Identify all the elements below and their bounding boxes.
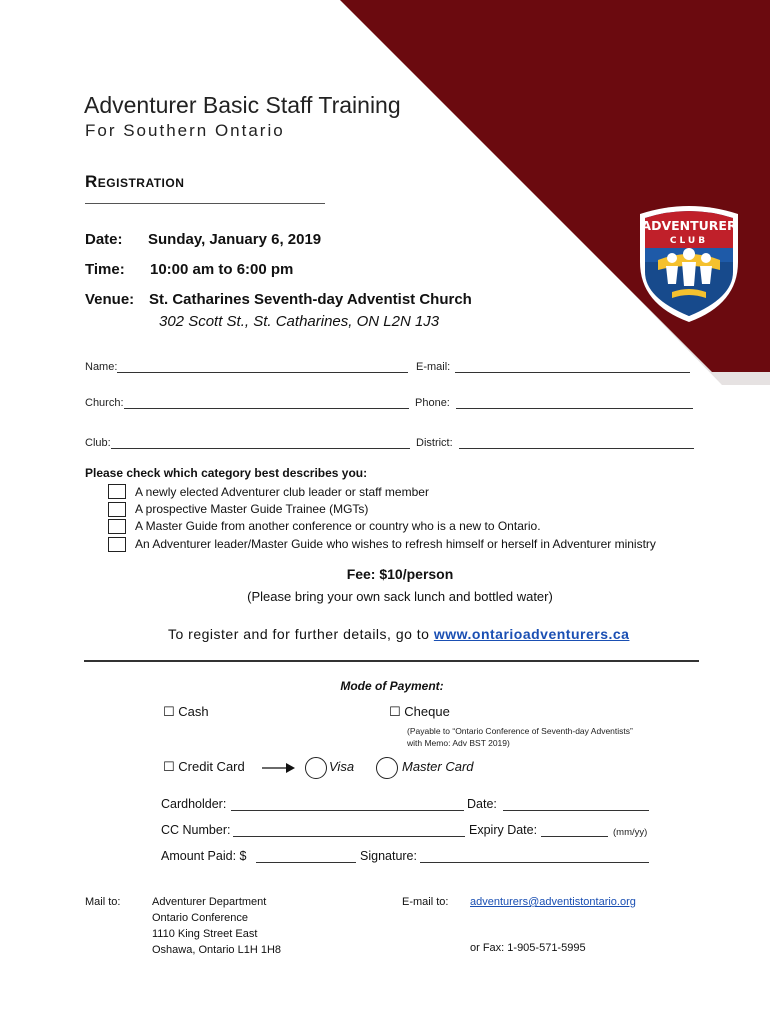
name-label: Name: [85,361,118,373]
club-field[interactable] [111,448,410,449]
cc-number-field[interactable] [233,836,465,837]
email-to-label: E-mail to: [402,896,449,908]
address-line: Ontario Conference [152,912,248,924]
document-title: Adventurer Basic Staff Training [84,92,401,118]
register-line [168,626,629,642]
cardholder-field[interactable] [231,810,464,811]
visa-radio[interactable] [305,757,327,779]
cheque-memo: with Memo: Adv BST 2019) [407,738,510,748]
phone-label: Phone: [415,397,450,409]
signature-field[interactable] [420,862,649,863]
signature-label: Signature: [360,849,417,863]
document-subtitle: For Southern Ontario [85,121,285,140]
club-label: Club: [85,437,111,449]
website-link[interactable]: www.ontarioadventurers.ca [433,626,630,642]
payment-date-field[interactable] [503,810,649,811]
mail-address [152,894,281,958]
category-option: An Adventurer leader/Master Guide who wishes to refresh himself or herself in Adventurer ministry [135,537,656,551]
email-field[interactable] [455,372,690,373]
logo-text-top: ADVENTURER [641,218,737,233]
category-checkbox[interactable] [108,519,126,534]
adventurer-club-logo [632,200,746,324]
mail-label: Mail to: [85,896,121,908]
category-heading: Please check which category best describes you: [85,466,368,480]
email-label: E-mail: [416,361,451,373]
address-line: Adventurer Department [152,896,267,908]
cheque-note: (Payable to “Ontario Conference of Seventh-day Adventists” [407,726,633,736]
church-field[interactable] [124,408,409,409]
logo-text-bottom: CLUB [669,236,709,246]
section-heading: Registration [85,172,185,191]
category-checkbox[interactable] [108,502,126,517]
date-field-label: Date: [467,797,497,811]
section-divider [84,660,699,662]
district-field[interactable] [459,448,694,449]
register-text: To register and for further details, go to [168,626,434,642]
mastercard-radio[interactable] [376,757,398,779]
church-label: Church: [85,397,124,409]
fax-number: or Fax: 1-905-571-5995 [470,942,586,954]
credit-card-option[interactable]: ☐ Credit Card [163,759,245,774]
address-line: 1110 King Street East [152,928,258,940]
date-label: Date: [85,231,123,248]
amount-field[interactable] [256,862,356,863]
category-option: A prospective Master Guide Trainee (MGTs) [135,502,369,516]
event-time: 10:00 am to 6:00 pm [150,261,294,278]
category-checkbox[interactable] [108,537,126,552]
event-venue: St. Catharines Seventh-day Adventist Church [149,291,472,308]
expiry-format: (mm/yy) [613,827,648,838]
category-option: A Master Guide from another conference or country who is a new to Ontario. [135,519,541,533]
payment-heading: Mode of Payment: [340,679,444,693]
contact-email-link[interactable]: adventurers@adventistontario.org [470,896,636,908]
address-line: Oshawa, Ontario L1H 1H8 [152,944,282,956]
event-date: Sunday, January 6, 2019 [148,231,322,248]
category-option: A newly elected Adventurer club leader or staff member [135,485,429,499]
venue-label: Venue: [85,291,135,308]
heading-underline [85,203,325,204]
visa-label: Visa [329,759,355,774]
fee-amount: Fee: $10/person [346,566,454,582]
event-address: 302 Scott St., St. Catharines, ON L2N 1J3 [159,313,440,330]
cardholder-label: Cardholder: [161,797,227,811]
cheque-option[interactable]: ☐ Cheque [389,704,450,719]
cc-number-label: CC Number: [161,823,231,837]
expiry-label: Expiry Date: [469,823,538,837]
district-label: District: [416,437,453,449]
amount-label: Amount Paid: $ [161,849,247,863]
name-field[interactable] [117,372,408,373]
time-label: Time: [85,261,125,278]
expiry-field[interactable] [541,836,608,837]
cash-option[interactable]: ☐ Cash [163,704,209,719]
category-checkbox[interactable] [108,484,126,499]
arrow-right-icon [262,761,296,775]
fee-note: (Please bring your own sack lunch and bottled water) [247,589,553,604]
phone-field[interactable] [456,408,693,409]
mastercard-label: Master Card [402,759,474,774]
